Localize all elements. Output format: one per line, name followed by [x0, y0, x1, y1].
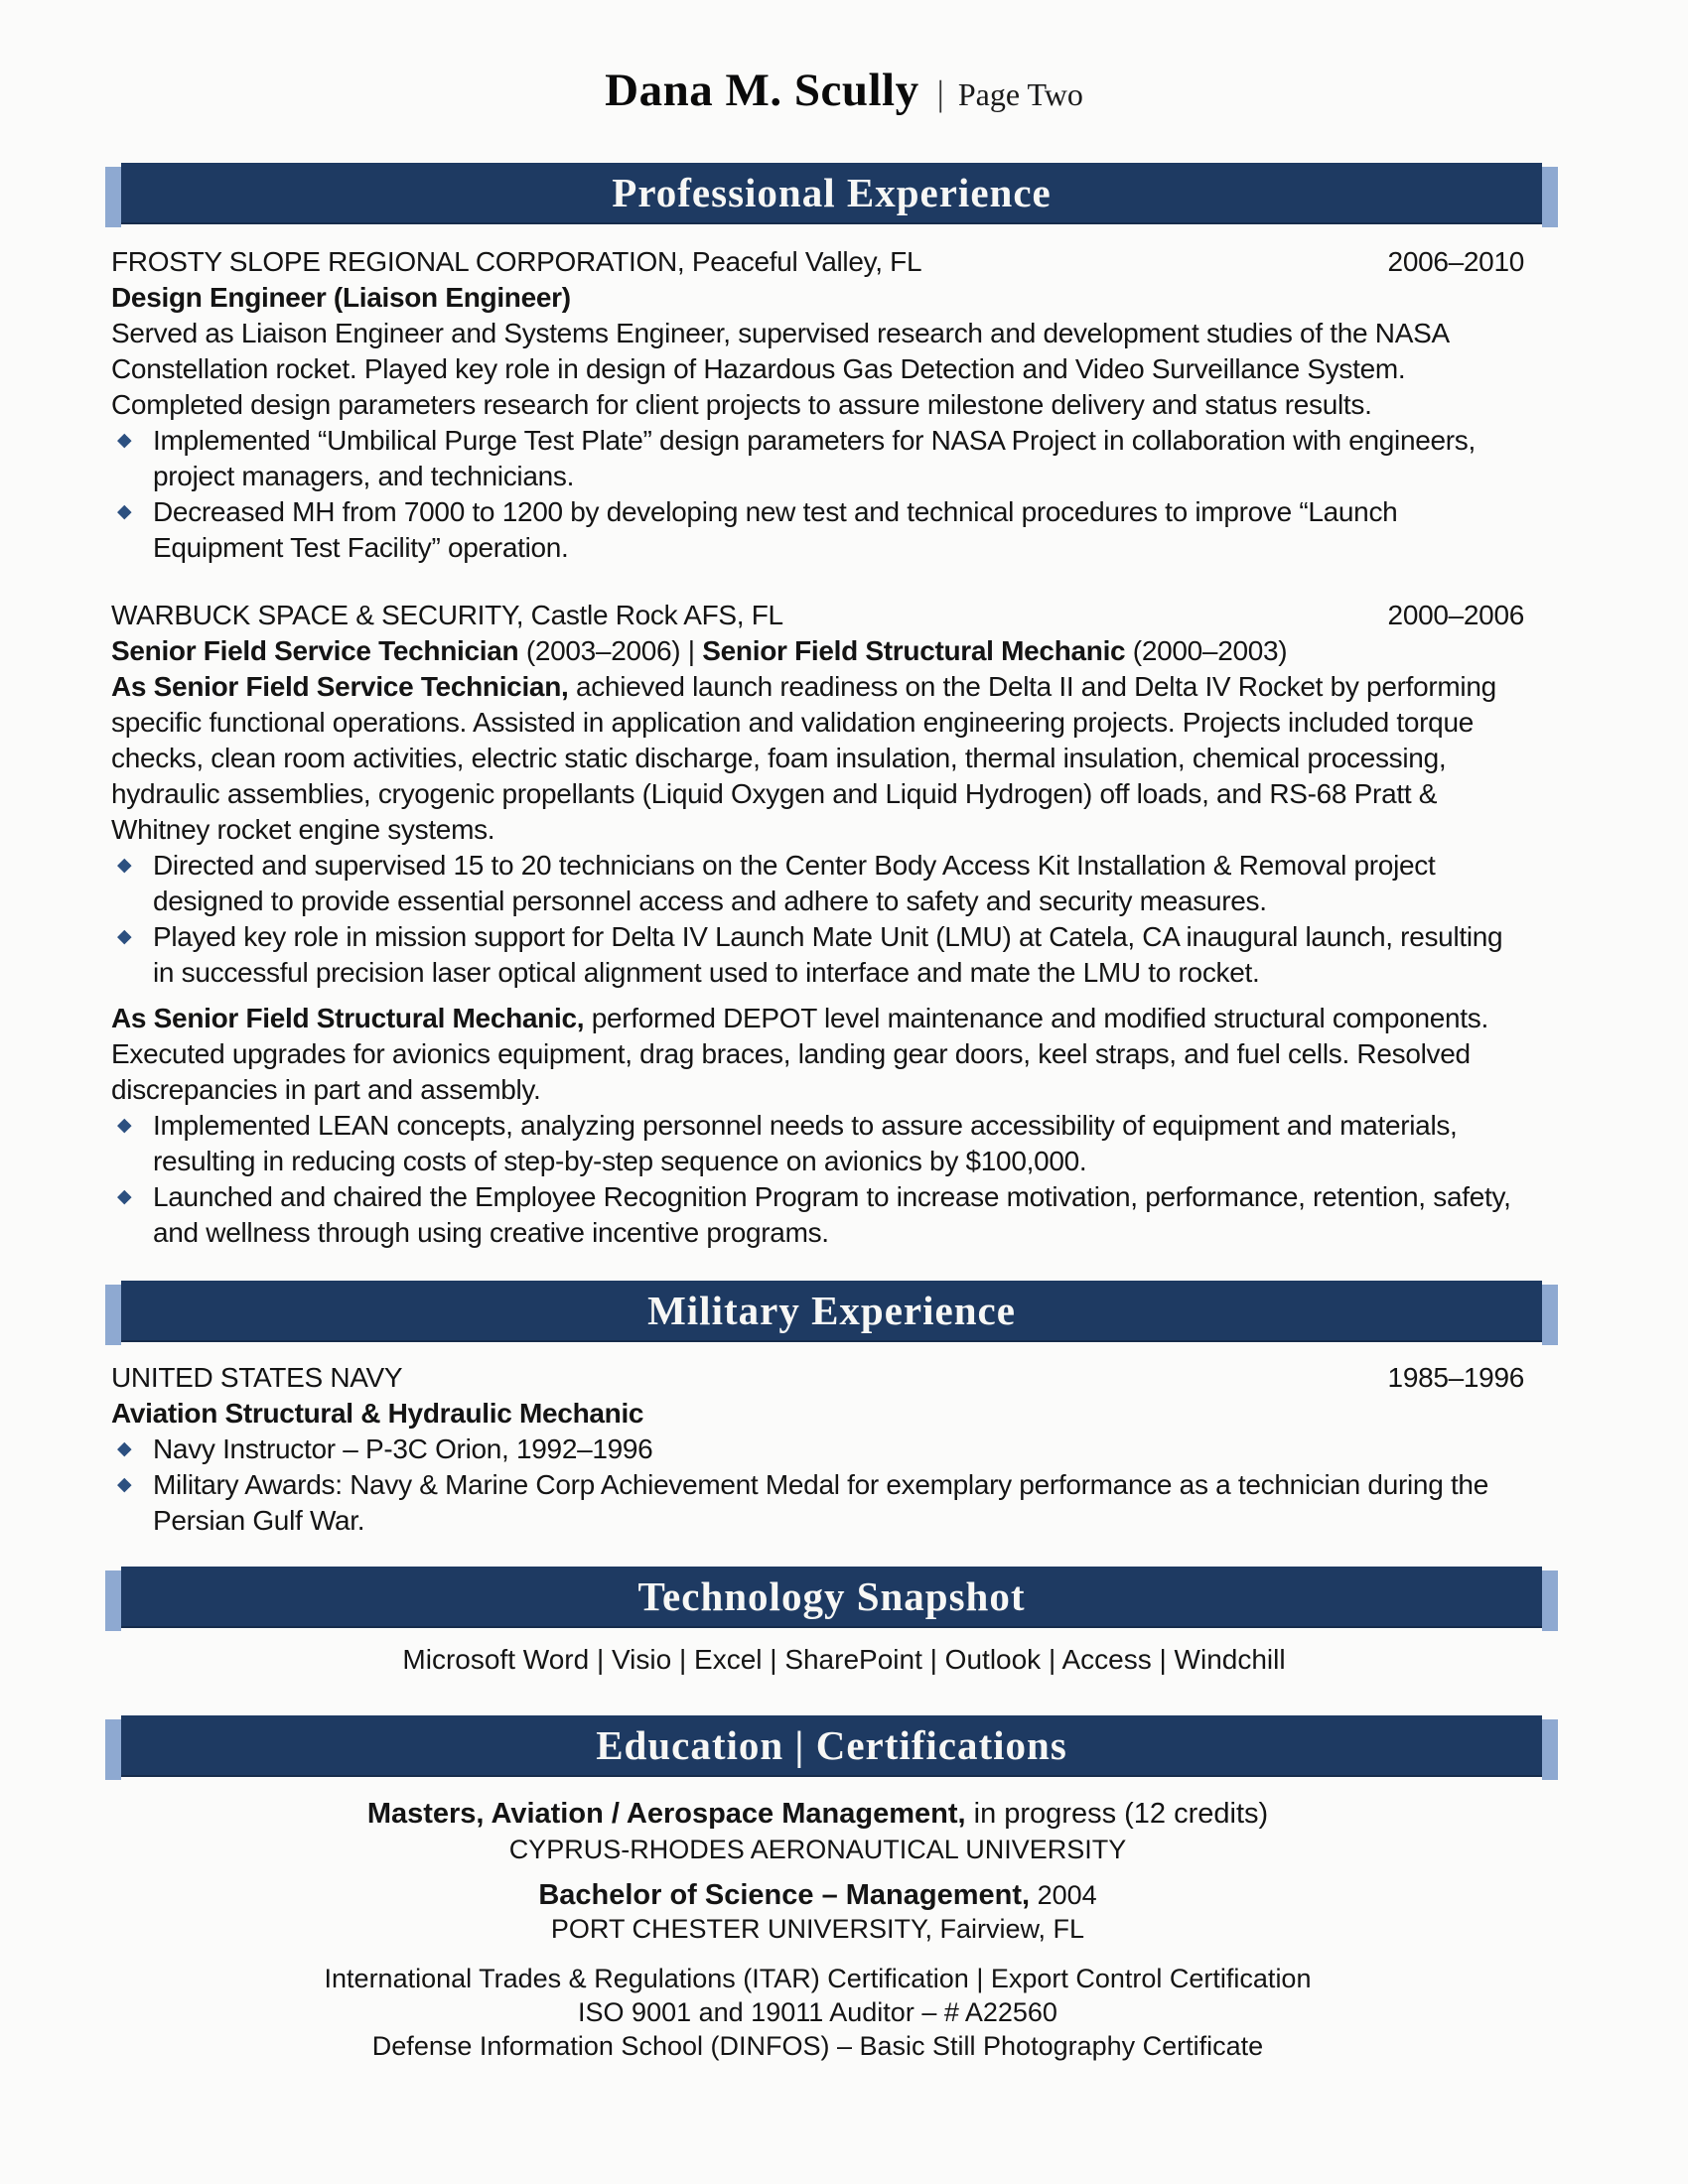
military-dates: 1985–1996 [1387, 1362, 1524, 1393]
bar-accent-left [105, 1719, 121, 1780]
section-bar-technology-snapshot [121, 1567, 1542, 1628]
education-content [111, 1795, 1524, 2063]
role-lead-in: As Senior Field Structural Mechanic, [111, 1003, 585, 1033]
section-title-education-certifications: Education | Certifications [596, 1722, 1067, 1768]
degree-name: Masters, Aviation / Aerospace Management, [366, 1798, 966, 1830]
page-number-label: Page Two [957, 76, 1083, 112]
job-title: Senior Field Service Technician [111, 635, 519, 666]
company-name: WARBUCK SPACE & SECURITY, Castle Rock AFS, FL [111, 600, 783, 630]
job-bullet-list [111, 423, 1524, 566]
diamond-bullet-icon: ◆ [117, 430, 132, 451]
job-title-dates: (2000–2003) [1125, 635, 1288, 666]
bullet-text: Launched and chaired the Employee Recognition Program to increase motivation, performance, retention, safety, and wellness through using creative incentive programs. [153, 1181, 1511, 1248]
bullet-text: Decreased MH from 7000 to 1200 by developing new test and technical procedures to improve “Launch Equipment Test Facility” operation. [153, 496, 1398, 563]
section-bar-education-certifications [121, 1715, 1542, 1777]
military-experience-content [111, 1360, 1524, 1539]
bar-accent-right [1542, 1719, 1558, 1780]
diamond-bullet-icon: ◆ [117, 501, 132, 522]
diamond-bullet-icon: ◆ [117, 1438, 132, 1459]
bullet-item [111, 919, 1524, 991]
job-header-row [111, 598, 1524, 633]
job-title-dates: (2003–2006) | [518, 635, 703, 666]
job-header-row [111, 244, 1524, 280]
masters-degree-line [111, 1795, 1524, 1833]
employment-dates: 2006–2010 [1387, 246, 1524, 277]
diamond-bullet-icon: ◆ [117, 1186, 132, 1207]
military-header-row [111, 1360, 1524, 1396]
bar-accent-right [1542, 1570, 1558, 1631]
company-name: FROSTY SLOPE REGIONAL CORPORATION, Peaceful Valley, FL [111, 246, 922, 277]
degree-status: in progress (12 credits) [965, 1798, 1269, 1830]
page-header [0, 0, 1688, 117]
military-role: Aviation Structural & Hydraulic Mechanic [111, 1398, 644, 1429]
diamond-bullet-icon: ◆ [117, 1115, 132, 1136]
military-bullet-list [111, 1432, 1524, 1539]
section-bar-professional-experience [121, 163, 1542, 224]
bullet-item [111, 1179, 1524, 1251]
section-title-professional-experience: Professional Experience [612, 170, 1052, 215]
bar-accent-left [105, 167, 121, 227]
job-title: Senior Field Structural Mechanic [702, 635, 1126, 666]
bullet-item [111, 423, 1524, 494]
military-branch: UNITED STATES NAVY [111, 1362, 403, 1393]
certification-line: International Trades & Regulations (ITAR) Certification | Export Control Certification [324, 1964, 1312, 1993]
job-bullet-list [111, 848, 1524, 991]
job-summary [111, 1001, 1524, 1108]
header-separator: | [936, 73, 944, 113]
diamond-bullet-icon: ◆ [117, 926, 132, 947]
technology-list: Microsoft Word | Visio | Excel | SharePoint | Outlook | Access | Windchill [402, 1644, 1286, 1675]
professional-experience-content [111, 244, 1524, 1251]
summary-text: performed DEPOT level maintenance and modified structural components. Executed upgrades for avionics equipment, drag braces, landing gear doors, keel straps, and fuel cells. Resolved discrepancies in part and assembly. [111, 1003, 1488, 1105]
bar-accent-right [1542, 167, 1558, 227]
bullet-item [111, 848, 1524, 919]
person-name: Dana M. Scully [605, 65, 919, 116]
diamond-bullet-icon: ◆ [117, 1474, 132, 1495]
bullet-text: Implemented LEAN concepts, analyzing personnel needs to assure accessibility of equipment and materials, resulting in reducing costs of step-by-step sequence on avionics by $100,000. [153, 1110, 1458, 1176]
degree-year: 2004 [1030, 1880, 1097, 1910]
diamond-bullet-icon: ◆ [117, 855, 132, 876]
certification-line: ISO 9001 and 19011 Auditor – # A22560 [578, 1997, 1057, 2027]
bar-accent-left [105, 1285, 121, 1345]
job-summary: Served as Liaison Engineer and Systems Engineer, supervised research and development studies of the NASA Constellation rocket. Played key role in design of Hazardous Gas Detection and Video Surveillance System. Completed design parameters research for client projects to assure milestone delivery and status results. [111, 318, 1449, 420]
bar-accent-left [105, 1570, 121, 1631]
bullet-text: Directed and supervised 15 to 20 technicians on the Center Body Access Kit Installation & Removal project designed to provide essential personnel access and adhere to safety and security measures. [153, 850, 1436, 916]
role-lead-in: As Senior Field Service Technician, [111, 671, 569, 702]
job-title: Design Engineer (Liaison Engineer) [111, 282, 571, 313]
job-bullet-list [111, 1108, 1524, 1251]
employment-dates: 2000–2006 [1387, 600, 1524, 630]
bullet-item [111, 1432, 1524, 1467]
bachelor-school: PORT CHESTER UNIVERSITY, Fairview, FL [550, 1914, 1085, 1944]
certification-line: Defense Information School (DINFOS) – Basic Still Photography Certificate [371, 2031, 1264, 2061]
bar-accent-right [1542, 1285, 1558, 1345]
bullet-item [111, 494, 1524, 566]
section-title-military-experience: Military Experience [647, 1288, 1016, 1333]
section-title-technology-snapshot: Technology Snapshot [637, 1573, 1026, 1619]
bachelor-degree-line [111, 1878, 1524, 1912]
job-entry-warbuck [111, 598, 1524, 1251]
job-entry-frosty-slope [111, 244, 1524, 566]
summary-text: achieved launch readiness on the Delta II and Delta IV Rocket by performing specific functional operations. Assisted in application and validation engineering projects. Projects included torque checks, clean room activities, electric static discharge, foam insulation, thermal insulation, chemical processing, hydraulic assemblies, cryogenic propellants (Liquid Oxygen and Liquid Hydrogen) off loads, and RS-68 Pratt & Whitney rocket engine systems. [111, 671, 1496, 845]
section-bar-military-experience [121, 1281, 1542, 1342]
job-title-line [111, 633, 1524, 669]
bullet-item [111, 1467, 1524, 1539]
bullet-text: Implemented “Umbilical Purge Test Plate” design parameters for NASA Project in collaboration with engineers, project managers, and technicians. [153, 425, 1476, 491]
degree-name: Bachelor of Science – Management, [538, 1879, 1031, 1911]
bullet-text: Navy Instructor – P-3C Orion, 1992–1996 [153, 1433, 653, 1464]
masters-school: CYPRUS-RHODES AERONAUTICAL UNIVERSITY [508, 1835, 1127, 1864]
bullet-text: Played key role in mission support for Delta IV Launch Mate Unit (LMU) at Catela, CA inaugural launch, resulting in successful precision laser optical alignment used to interface and mate the LMU to rocket. [153, 921, 1503, 988]
certifications-list [111, 1962, 1524, 2063]
bullet-item [111, 1108, 1524, 1179]
bullet-text: Military Awards: Navy & Marine Corp Achievement Medal for exemplary performance as a technician during the Persian Gulf War. [153, 1469, 1488, 1536]
job-summary [111, 669, 1524, 848]
